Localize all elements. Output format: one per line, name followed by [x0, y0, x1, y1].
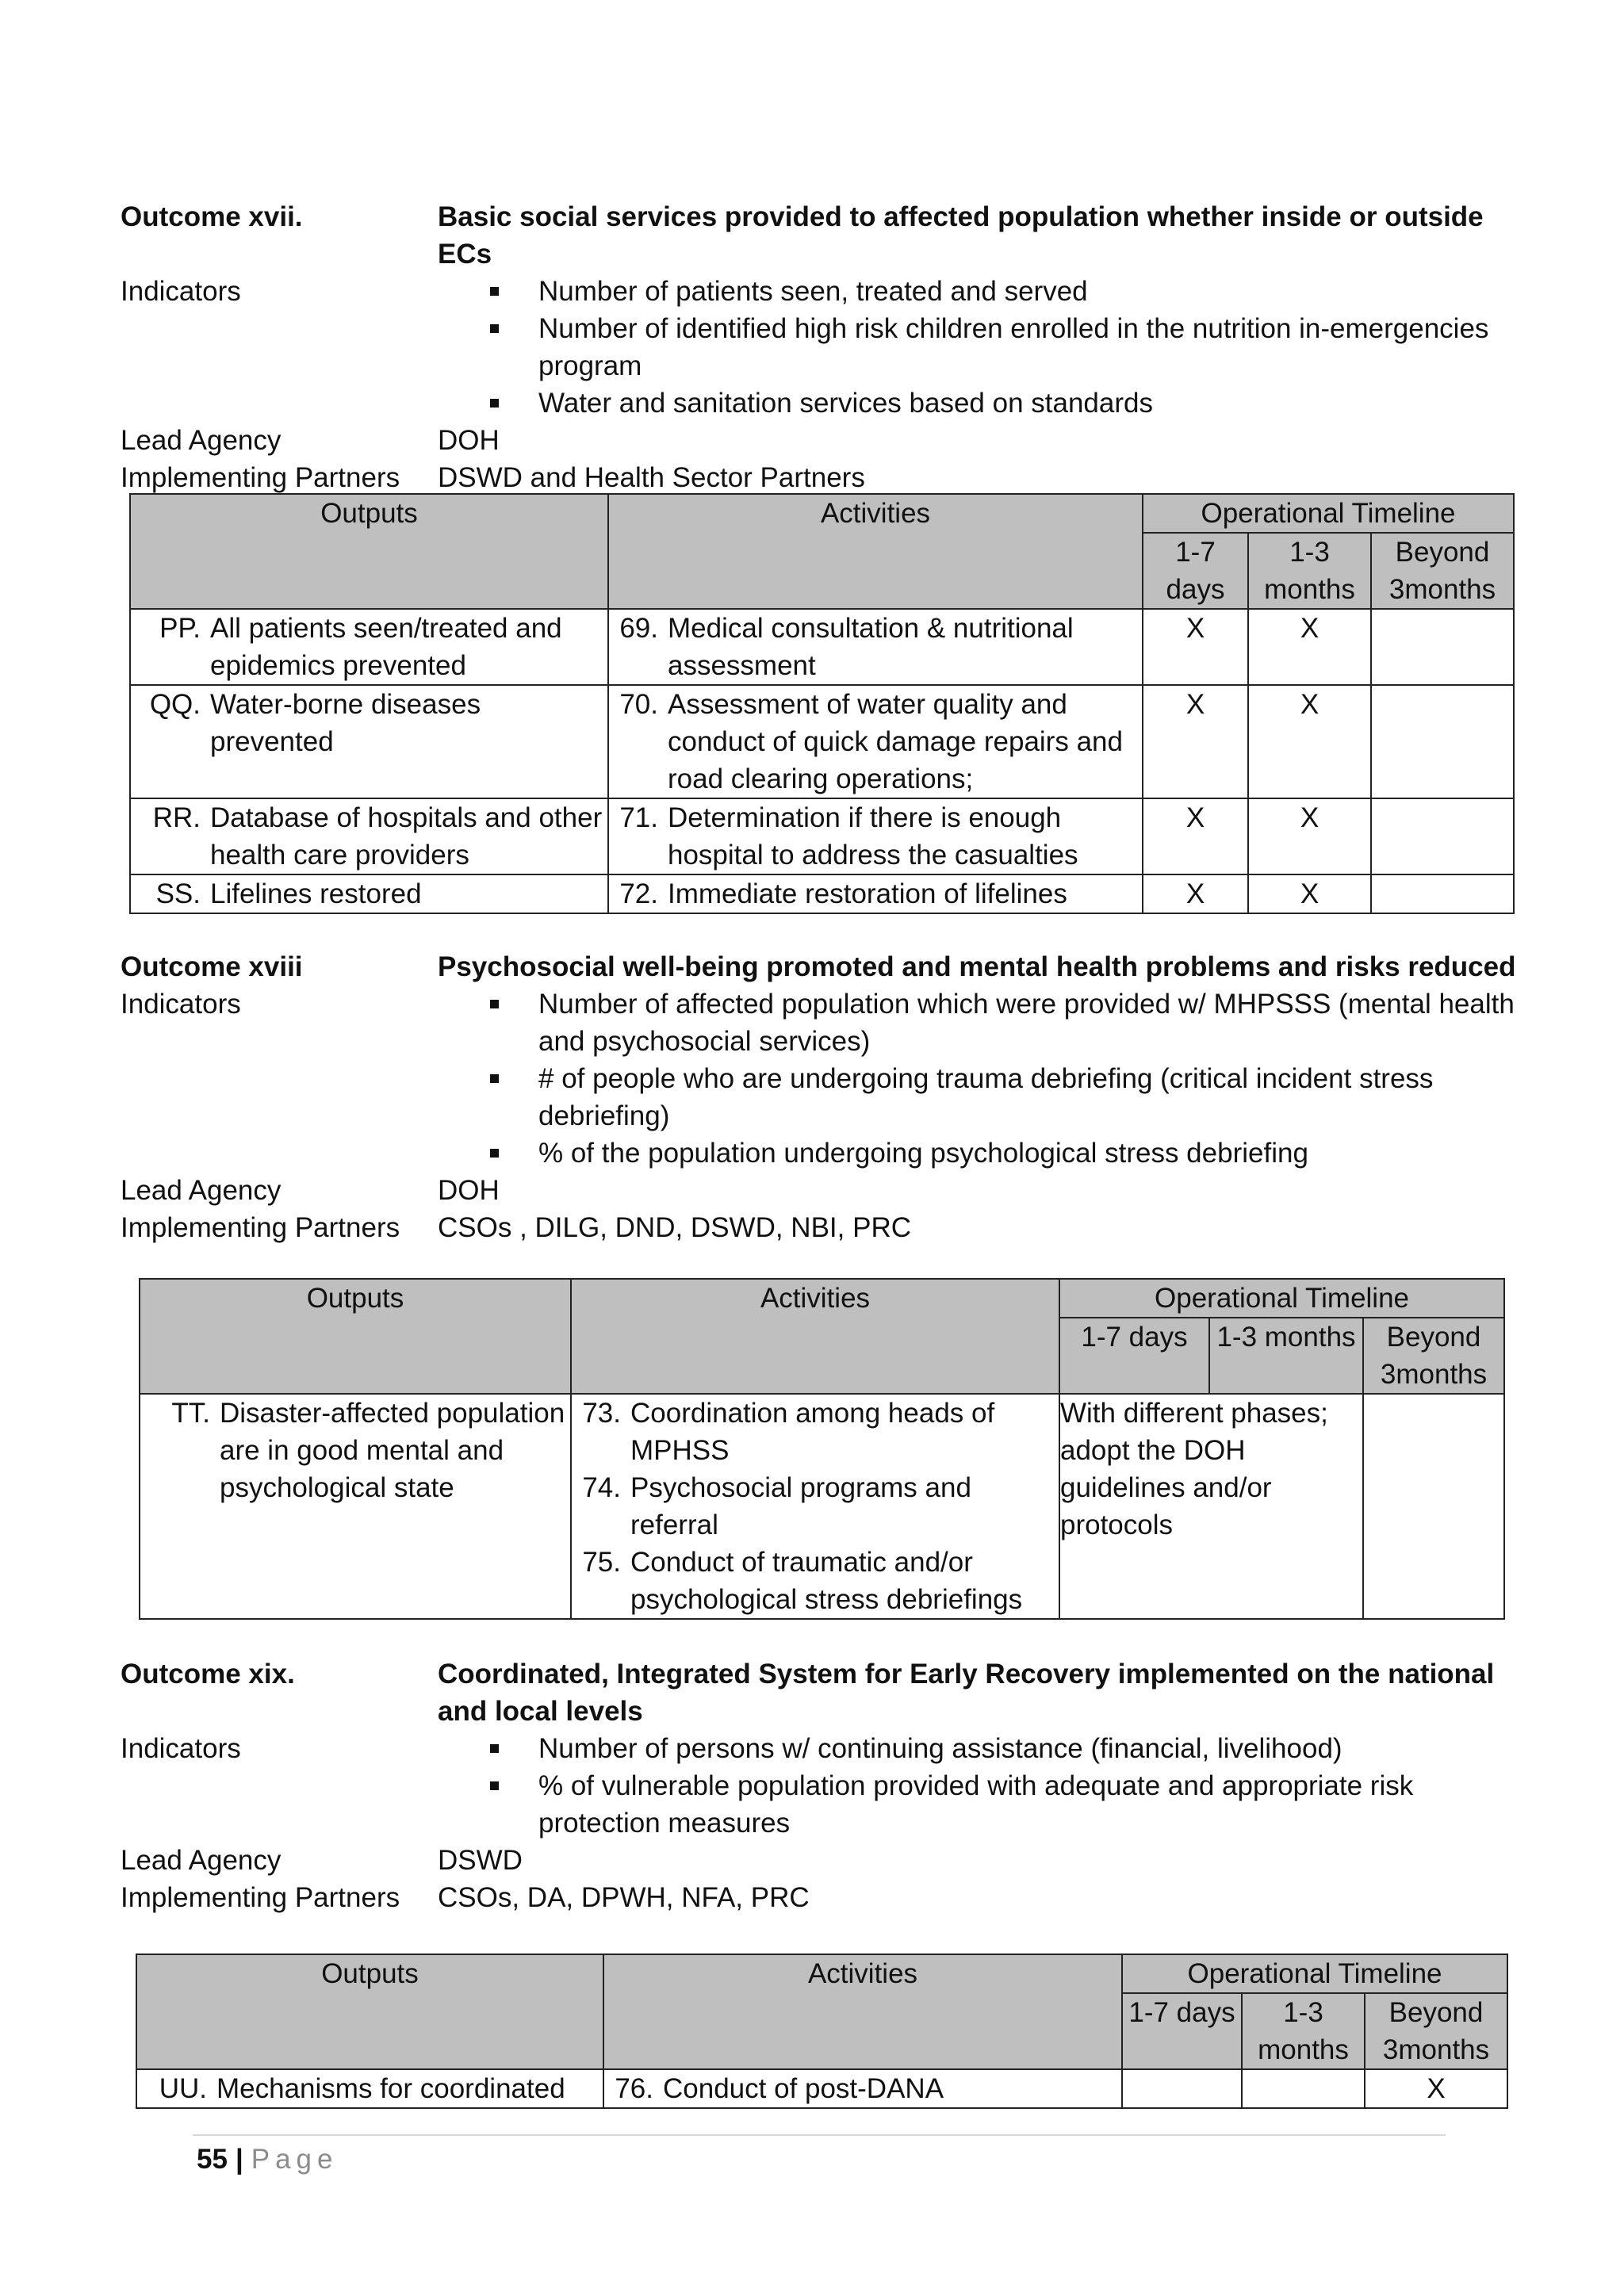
timeline-beyond	[1371, 874, 1514, 913]
indicators-list	[438, 273, 1516, 422]
timeline-beyond: X	[1365, 2069, 1507, 2108]
header-operational-timeline: Operational Timeline	[1059, 1279, 1504, 1318]
output-text: Disaster-affected population are in good mental and psychological state	[220, 1398, 565, 1503]
lead-agency-label: Lead Agency	[121, 425, 282, 456]
activity-number: 69.	[619, 613, 658, 644]
output-text: Database of hospitals and other health care providers	[210, 802, 603, 871]
header-operational-timeline: Operational Timeline	[1143, 494, 1514, 533]
implementing-partners-label: Implementing Partners	[121, 1212, 400, 1243]
activity-text: Coordination among heads of MPHSS	[630, 1398, 995, 1466]
activity-number: 73.	[582, 1398, 621, 1429]
header-beyond: Beyond 3months	[1363, 1318, 1504, 1394]
timeline-months	[1242, 2069, 1365, 2108]
indicator-item: % of vulnerable population provided with adequate and appropriate risk protection measures	[438, 1767, 1516, 1842]
indicator-item: Number of affected population which were provided w/ MHPSSS (mental health and psychosocial services)	[438, 985, 1516, 1060]
lead-agency-label: Lead Agency	[121, 1845, 282, 1876]
header-months: 1-3 months	[1248, 533, 1371, 609]
header-months: 1-3 months	[1242, 1993, 1365, 2069]
activity-number: 76.	[615, 2073, 653, 2104]
header-beyond: Beyond 3months	[1371, 533, 1514, 609]
outcome-title: Basic social services provided to affected population whether inside or outside ECs	[438, 201, 1484, 270]
indicators-label: Indicators	[121, 1733, 241, 1764]
timeline-days: X	[1143, 798, 1248, 874]
activity-number: 75.	[582, 1547, 621, 1578]
indicator-item: % of the population undergoing psychological stress debriefing	[438, 1135, 1516, 1172]
header-activities: Activities	[571, 1279, 1059, 1394]
indicator-item: Water and sanitation services based on standards	[438, 385, 1516, 422]
activity-number: 72.	[619, 878, 658, 909]
header-beyond: Beyond 3months	[1365, 1993, 1507, 2069]
output-code: TT.	[171, 1398, 210, 1429]
table-row	[130, 685, 1514, 798]
indicators-label: Indicators	[121, 989, 241, 1020]
activity-number: 74.	[582, 1472, 621, 1503]
outputs-table-xix	[136, 1954, 1508, 2109]
footer-separator: |	[235, 2144, 243, 2175]
indicator-item: Number of identified high risk children enrolled in the nutrition in-emergencies program	[438, 310, 1516, 385]
outcome-label: Outcome xvii.	[121, 201, 303, 232]
output-text: Water-borne diseases prevented	[210, 689, 481, 757]
header-activities: Activities	[603, 1954, 1122, 2069]
implementing-partners-label: Implementing Partners	[121, 1882, 400, 1913]
timeline-months: X	[1248, 685, 1371, 798]
output-code: PP.	[159, 613, 201, 644]
indicator-item: # of people who are undergoing trauma debriefing (critical incident stress debriefing)	[438, 1060, 1516, 1135]
activity-text: Conduct of post-DANA	[663, 2073, 944, 2104]
table-row	[136, 2069, 1507, 2108]
output-text: Mechanisms for coordinated	[216, 2073, 565, 2104]
implementing-partners-value: CSOs, DA, DPWH, NFA, PRC	[438, 1882, 810, 1913]
timeline-days: X	[1143, 685, 1248, 798]
outcome-xvii	[121, 198, 1516, 496]
timeline-days	[1122, 2069, 1242, 2108]
header-days: 1-7 days	[1143, 533, 1248, 609]
outputs-table-xvii	[129, 493, 1515, 914]
output-code: RR.	[152, 802, 201, 833]
outcome-xviii	[121, 948, 1516, 1246]
table-row	[130, 609, 1514, 685]
timeline-beyond	[1371, 798, 1514, 874]
timeline-days: X	[1143, 874, 1248, 913]
header-outputs: Outputs	[136, 1954, 603, 2069]
header-outputs: Outputs	[130, 494, 608, 609]
indicator-item: Number of persons w/ continuing assistance (financial, livelihood)	[438, 1730, 1516, 1767]
output-text: Lifelines restored	[210, 878, 422, 909]
output-code: UU.	[159, 2073, 207, 2104]
table-row	[130, 874, 1514, 913]
output-text: All patients seen/treated and epidemics prevented	[210, 613, 562, 681]
indicators-list	[438, 1730, 1516, 1842]
activity-number: 71.	[619, 802, 658, 833]
outcome-title: Coordinated, Integrated System for Early Recovery implemented on the national and local levels	[438, 1659, 1495, 1727]
timeline-beyond	[1371, 609, 1514, 685]
activity-text: Psychosocial programs and referral	[630, 1472, 971, 1540]
outcome-label: Outcome xviii	[121, 951, 303, 982]
implementing-partners-value: CSOs , DILG, DND, DSWD, NBI, PRC	[438, 1212, 911, 1243]
implementing-partners-value: DSWD and Health Sector Partners	[438, 462, 865, 493]
footer-divider	[193, 2134, 1446, 2136]
page-footer	[197, 2141, 338, 2178]
timeline-months: X	[1248, 798, 1371, 874]
timeline-beyond	[1363, 1394, 1504, 1619]
activity-text: Determination if there is enough hospital to address the casualties	[668, 802, 1078, 871]
output-code: QQ.	[149, 689, 201, 720]
output-code: SS.	[155, 878, 201, 909]
header-days: 1-7 days	[1122, 1993, 1242, 2069]
outcome-title: Psychosocial well-being promoted and mental health problems and risks reduced	[438, 951, 1516, 982]
activity-text: Conduct of traumatic and/or psychological stress debriefings	[630, 1547, 1023, 1615]
activity-text: Assessment of water quality and conduct of quick damage repairs and road clearing operations;	[668, 689, 1123, 794]
indicators-label: Indicators	[121, 276, 241, 307]
timeline-months: X	[1248, 609, 1371, 685]
outputs-table-xviii	[139, 1278, 1505, 1620]
activity-number: 70.	[619, 689, 658, 720]
page-word: Page	[251, 2144, 339, 2175]
lead-agency-value: DOH	[438, 1175, 500, 1206]
header-operational-timeline: Operational Timeline	[1122, 1954, 1507, 1993]
lead-agency-value: DOH	[438, 425, 500, 456]
outcome-label: Outcome xix.	[121, 1659, 295, 1689]
header-days: 1-7 days	[1059, 1318, 1209, 1394]
indicator-item: Number of patients seen, treated and served	[438, 273, 1516, 310]
table-row	[130, 798, 1514, 874]
header-months: 1-3 months	[1209, 1318, 1363, 1394]
page-number: 55	[197, 2144, 228, 2175]
lead-agency-value: DSWD	[438, 1845, 523, 1876]
timeline-note: With different phases; adopt the DOH guidelines and/or protocols	[1059, 1394, 1363, 1619]
activity-text: Medical consultation & nutritional assessment	[668, 613, 1074, 681]
outcome-xix	[121, 1655, 1516, 1916]
timeline-beyond	[1371, 685, 1514, 798]
activity-text: Immediate restoration of lifelines	[668, 878, 1067, 909]
implementing-partners-label: Implementing Partners	[121, 462, 400, 493]
header-activities: Activities	[608, 494, 1143, 609]
timeline-months: X	[1248, 874, 1371, 913]
lead-agency-label: Lead Agency	[121, 1175, 282, 1206]
timeline-days: X	[1143, 609, 1248, 685]
header-outputs: Outputs	[140, 1279, 571, 1394]
indicators-list	[438, 985, 1516, 1172]
table-row	[140, 1394, 1504, 1619]
